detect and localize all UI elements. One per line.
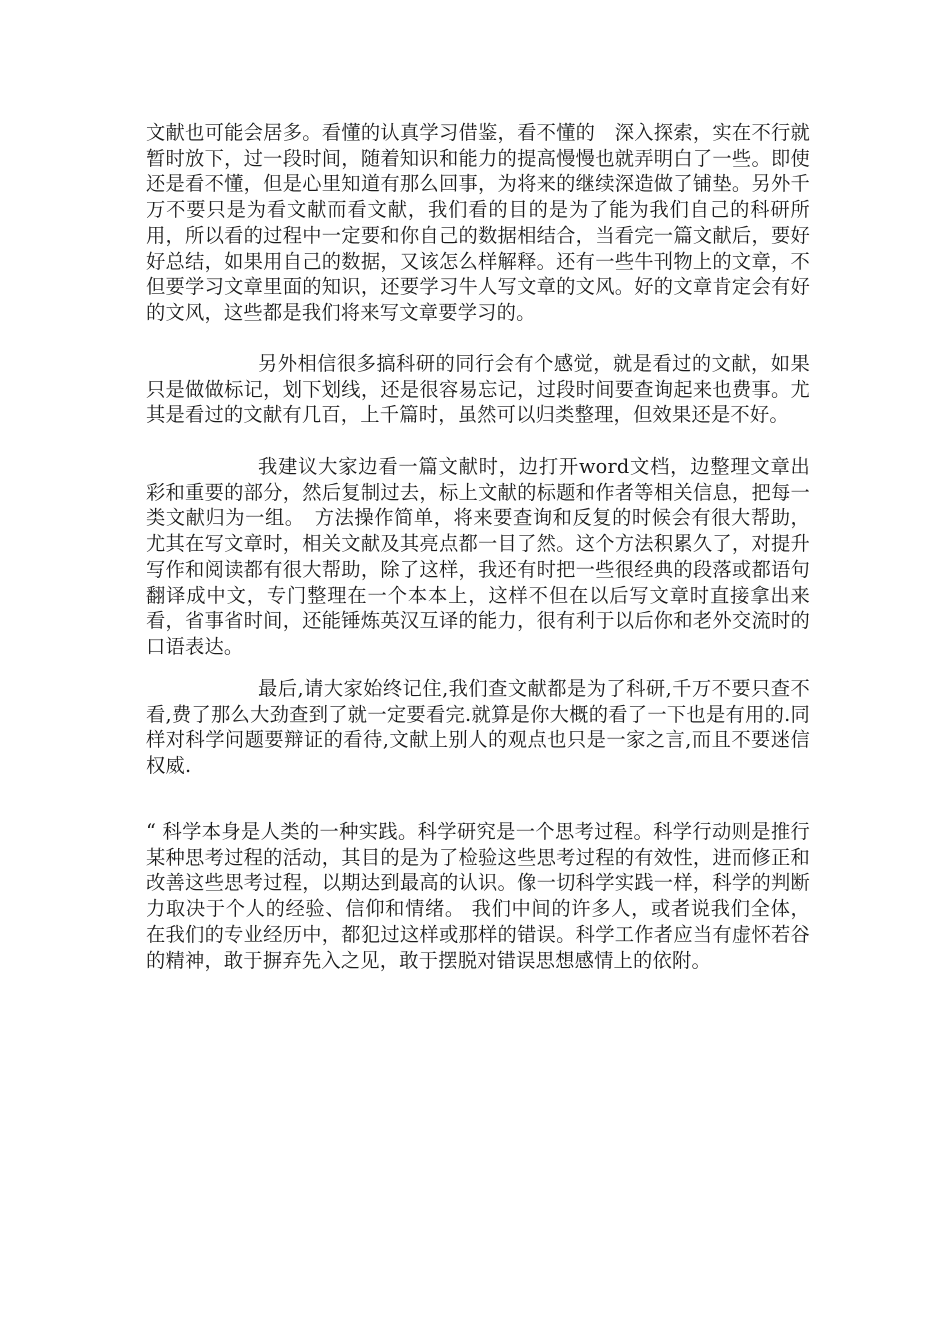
- paragraph-text: 我建议大家边看一篇文献时，边打开word文档，边整理文章出彩和重要的部分，然后复制过去，标上文献的标题和作者等相关信息，把每一类文献归为一组。 方法操作简单，将来要查询和反复的时候会有很大帮助，尤其在写文章时，相关文献及其亮点都一目了然。这个方法积累久了，对提升写作和阅读都有很大帮助，除了这样，我还有时把一些很经典的段落或都语句翻译成中文，专门整理在一个本本上，这样不但在以后写文章时直接拿出来看，省事省时间，还能锤炼英汉互译的能力，很有利于以后你和老外交流时的口语表达。: [146, 455, 810, 658]
- paragraph-quotation: [146, 819, 810, 973]
- paragraph-word-document-method: [146, 454, 810, 660]
- paragraph-conclusion: [146, 676, 810, 779]
- paragraph-literature-reading: [146, 120, 810, 326]
- quotation-text: “ 科学本身是人类的一种实践。科学研究是一个思考过程。科学行动则是推行某种思考过程的活动，其目的是为了检验这些思考过程的有效性，进而修正和改善这些思考过程，以期达到最高的认识。像一切科学实践一样，科学的判断力取决于个人的经验、信仰和情绪。 我们中间的许多人，或者说我们全体，在我们的专业经历中，都犯过这样或那样的错误。科学工作者应当有虚怀若谷的精神，敢于摒弃先入之见，敢于摆脱对错误思想感情上的依附。: [146, 820, 810, 972]
- paragraph-text: 文献也可能会居多。看懂的认真学习借鉴，看不懂的 深入探索，实在不行就暂时放下，过一段时间，随着知识和能力的提高慢慢也就弄明白了一些。即使还是看不懂，但是心里知道有那么回事，为将来的继续深造做了铺垫。另外千万不要只是为看文献而看文献，我们看的目的是为了能为我们自己的科研所用，所以看的过程中一定要和你自己的数据相结合，当看完一篇文献后，要好好总结，如果用自己的数据，又该怎么样解释。还有一些牛刊物上的文章，不但要学习文章里面的知识，还要学习牛人写文章的文风。好的文章肯定会有好的文风，这些都是我们将来写文章要学习的。: [146, 121, 810, 324]
- paragraph-text: 另外相信很多搞科研的同行会有个感觉，就是看过的文献，如果只是做做标记，划下划线，还是很容易忘记，过段时间要查询起来也费事。尤其是看过的文献有几百，上千篇时，虽然可以归类整理，但效果还是不好。: [146, 352, 810, 427]
- paragraph-notes-forgetting: [146, 351, 810, 428]
- paragraph-text: 最后,请大家始终记住,我们查文献都是为了科研,千万不要只查不看,费了那么大劲查到了就一定要看完.就算是你大概的看了一下也是有用的.同样对科学问题要辩证的看待,文献上别人的观点也只是一家之言,而且不要迷信权威.: [146, 677, 810, 778]
